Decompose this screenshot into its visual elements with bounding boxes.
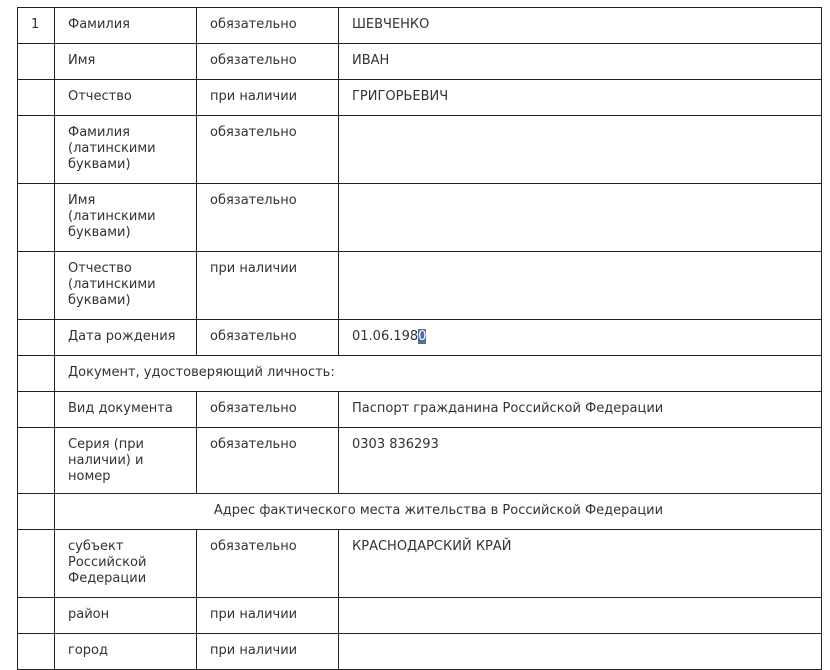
table-row-doc-type: [18, 392, 822, 428]
table-row-region: [18, 530, 822, 598]
field-requirement: обязательно: [197, 428, 339, 494]
field-requirement: обязательно: [197, 392, 339, 428]
number-cell: [18, 80, 55, 116]
table-row-surname: [18, 8, 822, 44]
table-row-first-name: [18, 44, 822, 80]
text-cursor-selection: 0: [418, 329, 427, 344]
table-row-surname-latin: [18, 116, 822, 184]
field-requirement: при наличии: [197, 598, 339, 634]
patronymic-latin-value[interactable]: [339, 252, 822, 320]
region-value[interactable]: КРАСНОДАРСКИЙ КРАЙ: [339, 530, 822, 598]
surname-latin-value[interactable]: [339, 116, 822, 184]
section-number: 1: [18, 8, 55, 44]
field-requirement: при наличии: [197, 634, 339, 670]
field-requirement: обязательно: [197, 530, 339, 598]
table-row-first-name-latin: [18, 184, 822, 252]
table-row-patronymic-latin: [18, 252, 822, 320]
field-requirement: обязательно: [197, 184, 339, 252]
number-cell: [18, 356, 55, 392]
number-cell: [18, 392, 55, 428]
field-label: город: [55, 634, 197, 670]
district-value[interactable]: [339, 598, 822, 634]
table-row-birth-date: [18, 320, 822, 356]
identity-doc-heading: Документ, удостоверяющий личность:: [55, 356, 822, 392]
number-cell: [18, 116, 55, 184]
field-requirement: при наличии: [197, 80, 339, 116]
table-row-address-heading: [18, 494, 822, 530]
field-label: Отчество (латинскими буквами): [55, 252, 197, 320]
number-cell: [18, 428, 55, 494]
table-row-doc-number: [18, 428, 822, 494]
field-label: Отчество: [55, 80, 197, 116]
city-value[interactable]: [339, 634, 822, 670]
table-row-city: [18, 634, 822, 670]
birth-date-value[interactable]: [339, 320, 822, 356]
surname-value[interactable]: ШЕВЧЕНКО: [339, 8, 822, 44]
first-name-latin-value[interactable]: [339, 184, 822, 252]
field-requirement: обязательно: [197, 320, 339, 356]
number-cell: [18, 44, 55, 80]
personal-data-form-table: [17, 7, 822, 670]
field-label: Имя (латинскими буквами): [55, 184, 197, 252]
address-heading: Адрес фактического места жительства в Российской Федерации: [55, 494, 822, 530]
number-cell: [18, 184, 55, 252]
number-cell: [18, 320, 55, 356]
field-requirement: обязательно: [197, 44, 339, 80]
field-requirement: при наличии: [197, 252, 339, 320]
field-requirement: обязательно: [197, 8, 339, 44]
number-cell: [18, 252, 55, 320]
field-label: Имя: [55, 44, 197, 80]
field-label: Фамилия: [55, 8, 197, 44]
field-label: Вид документа: [55, 392, 197, 428]
table-row-identity-doc-heading: [18, 356, 822, 392]
table-row-patronymic: [18, 80, 822, 116]
patronymic-value[interactable]: ГРИГОРЬЕВИЧ: [339, 80, 822, 116]
doc-number-value[interactable]: 0303 836293: [339, 428, 822, 494]
number-cell: [18, 634, 55, 670]
number-cell: [18, 598, 55, 634]
birth-date-text: 01.06.198: [352, 329, 419, 344]
field-label: Серия (при наличии) и номер: [55, 428, 197, 494]
number-cell: [18, 494, 55, 530]
table-row-district: [18, 598, 822, 634]
field-requirement: обязательно: [197, 116, 339, 184]
field-label: район: [55, 598, 197, 634]
doc-type-value[interactable]: Паспорт гражданина Российской Федерации: [339, 392, 822, 428]
field-label: Фамилия (латинскими буквами): [55, 116, 197, 184]
field-label: субъект Российской Федерации: [55, 530, 197, 598]
number-cell: [18, 530, 55, 598]
field-label: Дата рождения: [55, 320, 197, 356]
first-name-value[interactable]: ИВАН: [339, 44, 822, 80]
